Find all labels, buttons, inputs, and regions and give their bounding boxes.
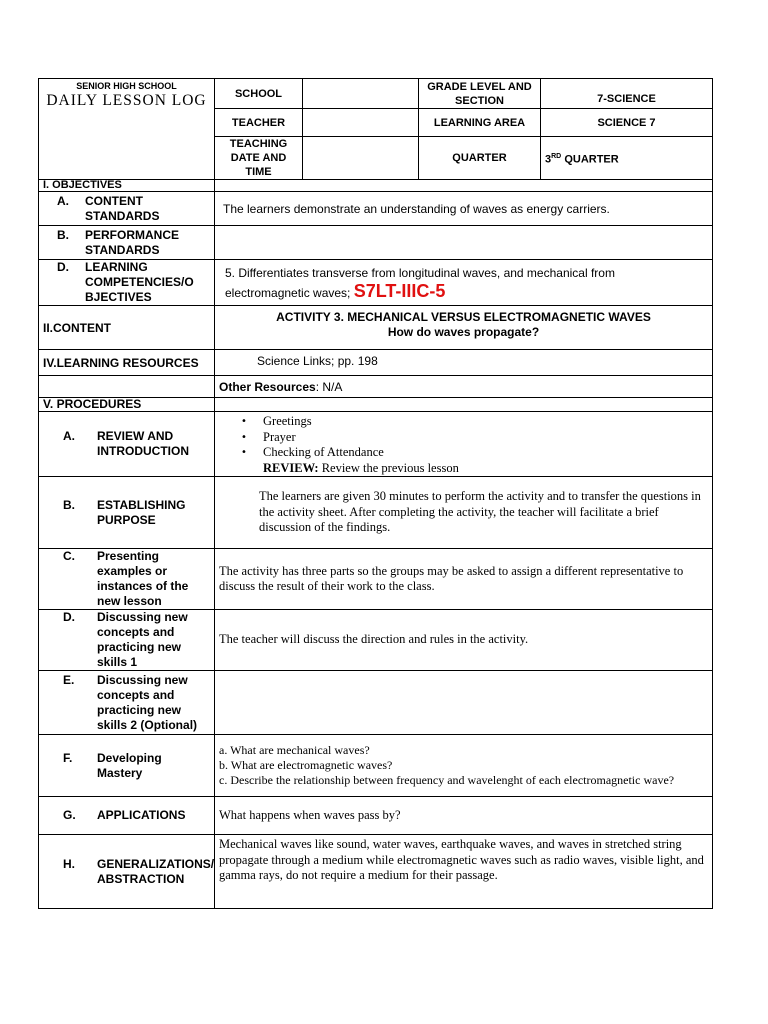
other-resources-value: : N/A xyxy=(315,379,343,394)
generalizations-text: Mechanical waves like sound, water waves, earthquake waves, and waves in stretched string propagate through a medium while electromagnetic waves such as radio waves, visible light, and gamma rays, do not require a medium for their passage. xyxy=(215,835,713,909)
activity-question: How do waves propagate? xyxy=(387,325,540,339)
list-item: • Greetings xyxy=(263,414,708,430)
discussing-concepts-1-text: The teacher will discuss the direction and rules in the activity. xyxy=(215,610,713,671)
learning-area-value: SCIENCE 7 xyxy=(541,109,713,137)
teaching-date-value xyxy=(303,137,419,180)
teaching-date-label: TEACHING DATE AND TIME xyxy=(215,137,303,180)
developing-mastery-label-cell xyxy=(39,735,215,797)
discussing-concepts-1-label-cell xyxy=(39,610,215,671)
lesson-log-page xyxy=(38,78,712,909)
developing-mastery-letter: F. xyxy=(63,750,73,765)
presenting-examples-letter: C. xyxy=(63,549,75,563)
school-label: SCHOOL xyxy=(215,79,303,109)
teacher-label: TEACHER xyxy=(215,109,303,137)
other-resources-cell xyxy=(215,376,713,398)
review-line xyxy=(219,461,708,477)
school-level-label: SENIOR HIGH SCHOOL xyxy=(76,81,177,91)
applications-label-cell xyxy=(39,797,215,835)
review-intro-label: REVIEW AND INTRODUCTION xyxy=(97,429,189,458)
review-intro-label-cell xyxy=(39,412,215,477)
review-intro-letter: A. xyxy=(63,429,75,443)
review-text: Review the previous lesson xyxy=(318,460,459,475)
content-standards-label-cell xyxy=(39,192,215,226)
performance-standards-text xyxy=(215,226,713,260)
other-resources-empty xyxy=(39,376,215,398)
performance-standards-label-cell xyxy=(39,226,215,260)
performance-standards-letter: B. xyxy=(57,227,69,242)
list-item: • Checking of Attendance xyxy=(263,445,708,461)
objectives-heading-empty xyxy=(215,180,713,192)
developing-mastery-cell xyxy=(215,735,713,797)
content-cell xyxy=(215,306,713,350)
applications-label: APPLICATIONS xyxy=(97,808,186,822)
teacher-value xyxy=(303,109,419,137)
applications-text: What happens when waves pass by? xyxy=(215,797,713,835)
presenting-examples-label-cell xyxy=(39,549,215,610)
developing-mastery-label: Developing Mastery xyxy=(97,750,162,780)
mastery-question-c: c. Describe the relationship between frequency and wavelenght of each electromagnetic wave? xyxy=(219,773,675,787)
content-standards-text: The learners demonstrate an understanding of waves as energy carriers. xyxy=(215,192,713,226)
header-title-cell xyxy=(39,79,215,180)
learning-competencies-label: LEARNING COMPETENCIES/O BJECTIVES xyxy=(85,260,194,304)
learning-area-label: LEARNING AREA xyxy=(419,109,541,137)
grade-level-label: GRADE LEVEL AND SECTION xyxy=(419,79,541,109)
other-resources-label: Other Resources xyxy=(219,379,316,394)
school-value xyxy=(303,79,419,109)
performance-standards-label: PERFORMANCE STANDARDS xyxy=(85,227,180,257)
discussing-concepts-1-label: Discussing new concepts and practicing new skills 1 xyxy=(97,610,188,669)
mastery-question-a: a. What are mechanical waves? xyxy=(219,743,370,757)
establishing-purpose-label: ESTABLISHING PURPOSE xyxy=(97,497,186,527)
grade-level-value: 7-SCIENCE xyxy=(541,79,713,109)
review-intro-list xyxy=(219,414,708,461)
discussing-concepts-2-label: Discussing new concepts and practicing new skills 2 (Optional) xyxy=(97,672,198,732)
learning-competencies-text-2: electromagnetic waves; xyxy=(225,285,351,300)
review-intro-cell xyxy=(215,412,713,477)
objectives-heading: I. OBJECTIVES xyxy=(39,180,215,192)
content-standards-label: CONTENT STANDARDS xyxy=(85,193,160,223)
learning-competencies-cell xyxy=(215,260,713,306)
presenting-examples-text: The activity has three parts so the groups may be asked to assign a different representative to discuss the result of their work to the class. xyxy=(215,549,713,610)
establishing-purpose-letter: B. xyxy=(63,497,75,512)
applications-letter: G. xyxy=(63,808,76,822)
establishing-purpose-text: The learners are given 30 minutes to perform the activity and to transfer the questions in the activity sheet. After completing the activity, the teacher will facilitate a brief discussion of the findings. xyxy=(215,477,713,549)
quarter-word: QUARTER xyxy=(564,153,619,166)
mastery-question-b: b. What are electromagnetic waves? xyxy=(219,758,393,772)
quarter-number: 3 xyxy=(545,153,552,166)
discussing-concepts-2-text xyxy=(215,671,713,735)
daily-lesson-log-table xyxy=(38,78,713,909)
activity-title: ACTIVITY 3. MECHANICAL VERSUS ELECTROMAGNETIC WAVES xyxy=(276,310,651,324)
learning-resources-heading: IV.LEARNING RESOURCES xyxy=(39,350,215,376)
learning-competency-code: S7LT-IIIC-5 xyxy=(353,280,446,301)
learning-competencies-text-1: 5. Differentiates transverse from longitudinal waves, and mechanical from xyxy=(225,265,615,280)
discussing-concepts-1-letter: D. xyxy=(63,610,75,624)
content-standards-letter: A. xyxy=(57,193,69,208)
establishing-purpose-label-cell xyxy=(39,477,215,549)
quarter-value xyxy=(541,137,713,180)
generalizations-letter: H. xyxy=(63,856,75,871)
procedures-heading-empty xyxy=(215,398,713,412)
procedures-heading: V. PROCEDURES xyxy=(39,398,215,412)
discussing-concepts-2-letter: E. xyxy=(63,672,75,687)
learning-competencies-label-cell xyxy=(39,260,215,306)
generalizations-label: GENERALIZATIONS/ ABSTRACTION xyxy=(97,856,215,886)
content-heading: II.CONTENT xyxy=(39,306,215,350)
learning-competencies-letter: D. xyxy=(57,260,69,274)
quarter-superscript: RD xyxy=(551,152,562,160)
list-item: • Prayer xyxy=(263,430,708,446)
discussing-concepts-2-label-cell xyxy=(39,671,215,735)
doc-title: DAILY LESSON LOG xyxy=(46,92,207,109)
presenting-examples-label: Presenting examples or instances of the new lesson xyxy=(97,549,189,608)
quarter-label: QUARTER xyxy=(419,137,541,180)
review-label: REVIEW: xyxy=(263,460,319,475)
learning-resources-text: Science Links; pp. 198 xyxy=(215,350,713,376)
generalizations-label-cell xyxy=(39,835,215,909)
